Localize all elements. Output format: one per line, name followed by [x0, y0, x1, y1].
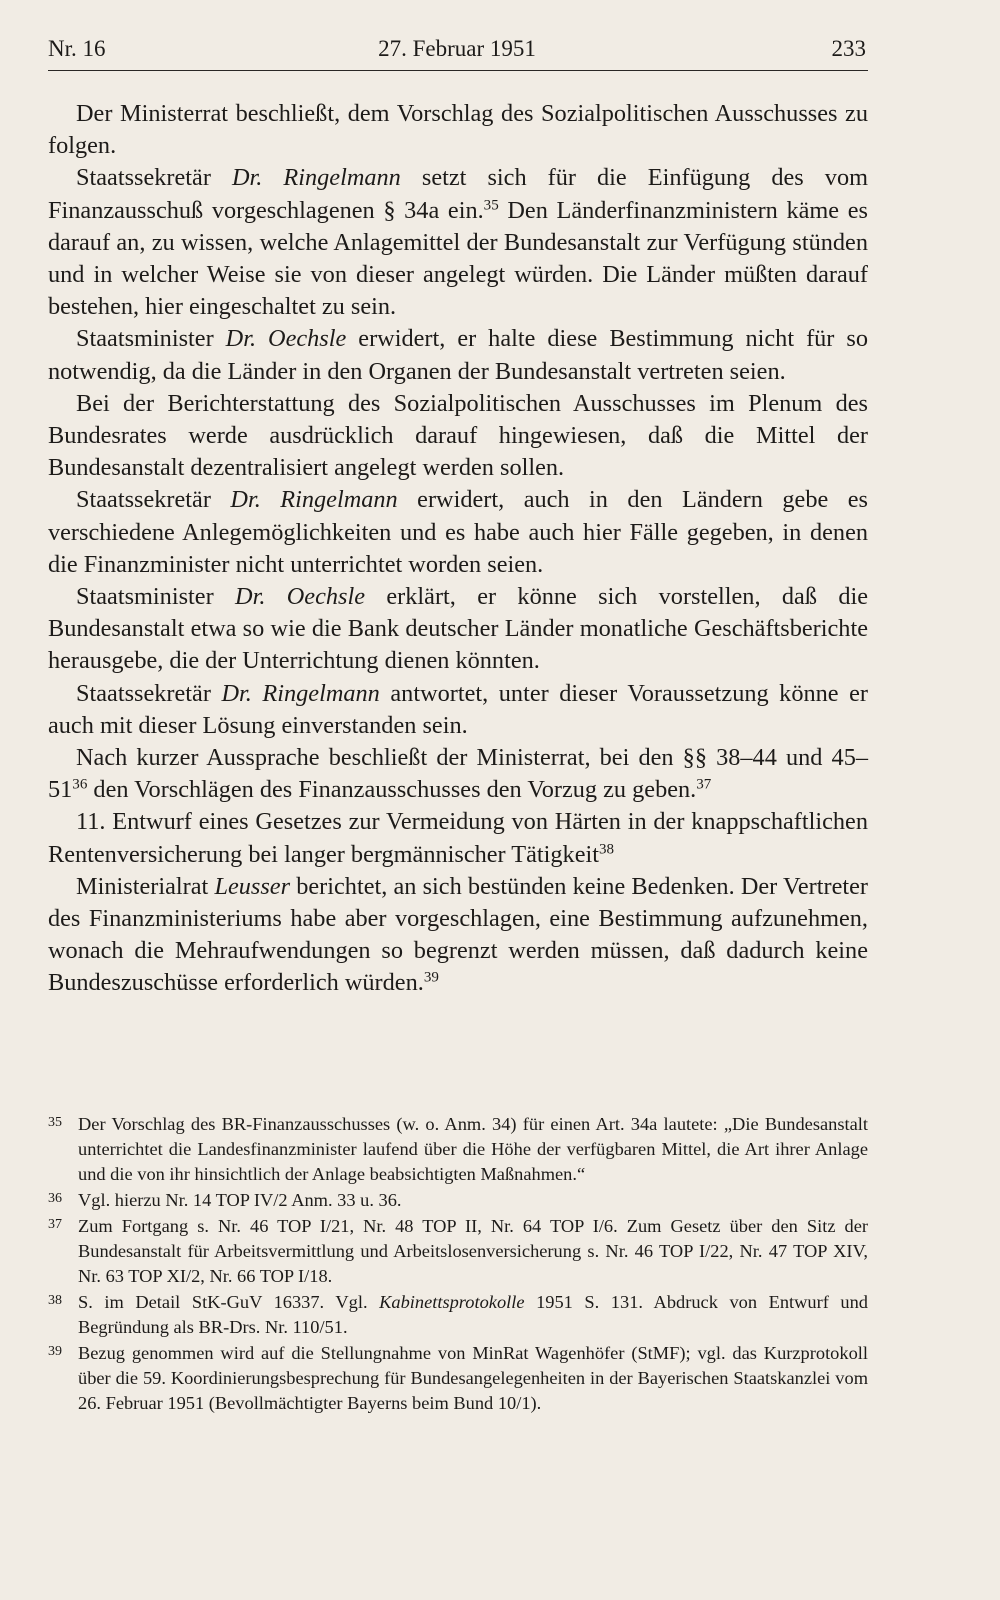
footnote-number: 38 — [48, 1293, 62, 1308]
speaker-title: Staatssekretär — [76, 486, 231, 514]
footnote-number: 35 — [48, 1115, 62, 1130]
paragraph — [48, 742, 868, 806]
footnote-italic-title: Kabinettsprotokolle — [379, 1292, 525, 1312]
paragraph — [48, 871, 868, 1000]
footnote — [48, 1188, 868, 1213]
paragraph — [48, 98, 868, 162]
footnote — [48, 1341, 868, 1416]
speaker-title: Staatssekretär — [76, 164, 232, 192]
speaker-name: Dr. Oechsle — [225, 325, 347, 353]
footnote-number: 39 — [48, 1344, 62, 1359]
speaker-title: Ministerialrat — [76, 872, 215, 900]
speaker-title: Staatsminister — [76, 583, 236, 611]
footnote-ref: 39 — [423, 970, 439, 987]
footnote-text: S. im Detail StK-GuV 16337. Vgl. — [78, 1292, 380, 1312]
paragraph-text: erwidert, auch in den Ländern gebe es verschiedene Anlegemöglichkeiten und es habe auch hier Fälle gegeben, in denen die Finanzminister nicht unterrichtet worden seien. — [48, 486, 868, 578]
footnote-text: Bezug genommen wird auf die Stellungnahme von MinRat Wagenhöfer (StMF); vgl. das Kurzprotokoll über die 59. Koordinierungsbesprechung für Bundesangelegenheiten in der Bayerischen Staatskanzlei vom 26. Februar 1951 (Bevollmächtigter Bayerns beim Bund 10/1). — [78, 1343, 868, 1413]
footnote-ref: 37 — [696, 776, 712, 793]
paragraph — [48, 388, 868, 485]
footnote-ref: 38 — [599, 841, 615, 858]
main-text — [48, 98, 868, 1000]
footnote-text: Vgl. hierzu Nr. 14 TOP IV/2 Anm. 33 u. 36. — [78, 1190, 402, 1210]
paragraph — [48, 581, 868, 678]
paragraph — [48, 678, 868, 742]
footnote-number: 36 — [48, 1191, 62, 1206]
paragraph — [48, 323, 868, 387]
footnotes — [48, 1112, 868, 1417]
paragraph-text: Der Ministerrat beschließt, dem Vorschlag des Sozialpolitischen Ausschusses zu folgen. — [48, 100, 868, 160]
speaker-name: Leusser — [214, 872, 291, 900]
header-rule — [48, 70, 868, 71]
footnote — [48, 1290, 868, 1340]
speaker-name: Dr. Ringelmann — [221, 679, 380, 707]
issue-number: Nr. 16 — [48, 36, 106, 61]
paragraph — [48, 484, 868, 581]
speaker-name: Dr. Oechsle — [235, 583, 366, 611]
agenda-item-heading — [48, 806, 868, 870]
speaker-title: Staatssekretär — [76, 679, 222, 707]
header-date: 27. Februar 1951 — [378, 36, 536, 61]
footnote — [48, 1214, 868, 1289]
paragraph-text: 11. Entwurf eines Gesetzes zur Vermeidung von Härten in der knappschaftlichen Rentenversicherung bei langer bergmännischer Tätigkeit — [48, 808, 868, 868]
speaker-name: Dr. Ringelmann — [230, 486, 398, 514]
footnote — [48, 1112, 868, 1187]
running-header — [48, 36, 866, 72]
footnote-ref: 35 — [483, 197, 499, 214]
footnote-text: Der Vorschlag des BR-Finanzausschusses (w. o. Anm. 34) für einen Art. 34a lautete: „Die Bundesanstalt unterrichtet die Landesfinanzminister laufend über die Höhe der verfügbaren Mittel, die Art ihrer Anlage und die von ihr hinsichtlich der Anlage beabsichtigten Maßnahmen.“ — [78, 1114, 868, 1184]
paragraph-text: Nach kurzer Aussprache beschließt der Ministerrat, bei den §§ 38–44 und 45–51 — [48, 744, 868, 804]
paragraph-text: Den Länderfinanzministern käme es darauf an, zu wissen, welche Anlagemittel der Bundesanstalt zur Verfügung stünden und in welcher Weise sie von dieser angelegt würden. Die Länder müßten darauf bestehen, hier eingeschaltet zu sein. — [48, 196, 868, 321]
speaker-name: Dr. Ringelmann — [231, 164, 401, 192]
paragraph-text: berichtet, an sich bestünden keine Bedenken. Der Vertreter des Finanzministeriums habe aber vorgeschlagen, eine Bestimmung aufzunehmen, wonach die Mehraufwendungen so begrenzt werden müssen, daß dadurch keine Bundeszuschüsse erforderlich würden. — [48, 872, 868, 997]
paragraph-text: antwortet, unter dieser Voraussetzung könne er auch mit dieser Lösung einverstanden sein. — [48, 679, 868, 739]
paragraph-text: den Vorschlägen des Finanzausschusses den Vorzug zu geben. — [87, 776, 697, 804]
footnote-text: Zum Fortgang s. Nr. 46 TOP I/21, Nr. 48 TOP II, Nr. 64 TOP I/6. Zum Gesetz über den Sitz der Bundesanstalt für Arbeitsvermittlung und Arbeitslosenversicherung s. Nr. 46 TOP I/22, Nr. 47 TOP XIV, Nr. 63 TOP XI/2, Nr. 66 TOP I/18. — [78, 1216, 868, 1286]
speaker-title: Staatsminister — [76, 325, 226, 353]
paragraph — [48, 162, 868, 323]
footnote-text: 1951 S. 131. Abdruck von Entwurf und Begründung als BR-Drs. Nr. 110/51. — [78, 1292, 868, 1337]
footnote-number: 37 — [48, 1217, 62, 1232]
paragraph-text: erwidert, er halte diese Bestimmung nicht für so notwendig, da die Länder in den Organen der Bundesanstalt vertreten seien. — [48, 325, 868, 385]
footnote-ref: 36 — [72, 776, 88, 793]
paragraph-text: Bei der Berichterstattung des Sozialpolitischen Ausschusses im Plenum des Bundesrates werde ausdrücklich darauf hingewiesen, daß die Mittel der Bundesanstalt dezentralisiert angelegt werden sollen. — [48, 389, 868, 482]
paragraph-text: erklärt, er könne sich vorstellen, daß die Bundesanstalt etwa so wie die Bank deutscher Länder monatliche Geschäftsberichte herausgebe, die der Unterrichtung dienen könnten. — [48, 583, 868, 675]
page-number: 233 — [831, 36, 866, 61]
paragraph-text: setzt sich für die Einfügung des vom Finanzausschuß vorgeschlagenen § 34a ein. — [48, 164, 869, 224]
